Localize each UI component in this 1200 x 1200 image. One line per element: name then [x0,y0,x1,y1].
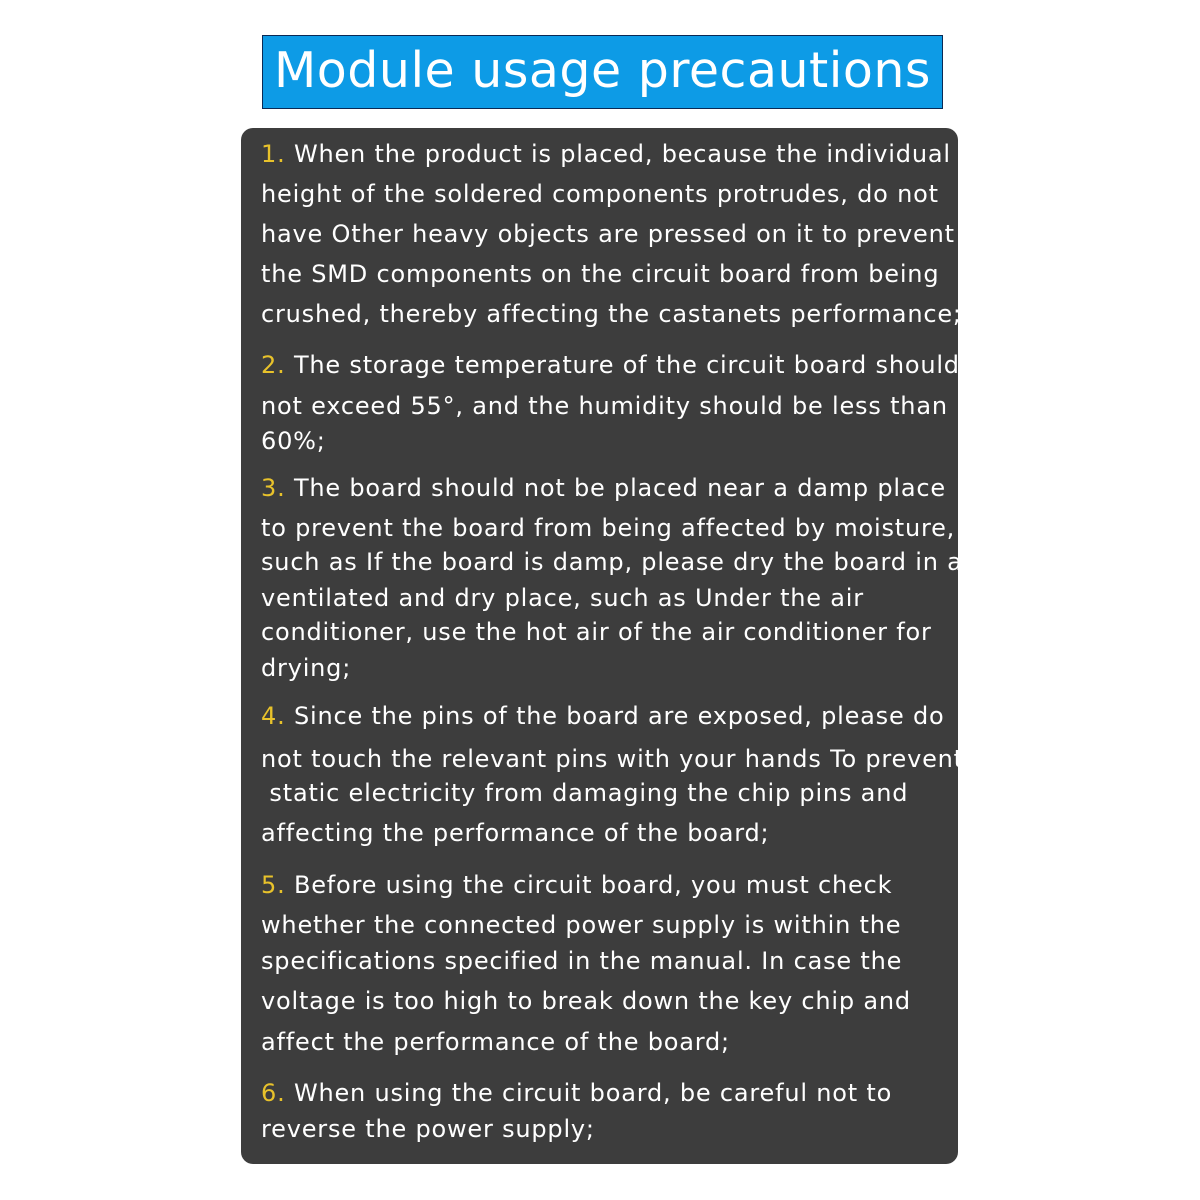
item-4-text-1: Since the pins of the board are exposed, please do [293,702,945,730]
item-2-line-2: not exceed 55°, and the humidity should be less than [261,392,948,420]
item-6-number: 6. [261,1079,286,1107]
item-4-line-4: affecting the performance of the board; [261,819,770,847]
item-1-line-2: height of the soldered components protrudes, do not [261,180,939,208]
item-5-line-2: whether the connected power supply is within the [261,911,902,939]
item-6-line-1 [261,1081,892,1105]
item-3-line-6: drying; [261,654,352,682]
item-5-line-3: specifications specified in the manual. In case the [261,947,903,975]
item-5-number: 5. [261,871,286,899]
item-2-number: 2. [261,351,286,379]
item-1-line-5: crushed, thereby affecting the castanets performance; [261,300,962,328]
item-5-line-5: affect the performance of the board; [261,1028,730,1056]
item-3-line-4: ventilated and dry place, such as Under the air [261,584,864,612]
item-2-line-1 [261,353,960,377]
item-5-line-1 [261,873,892,897]
title-banner [262,35,943,109]
item-1-text-1: When the product is placed, because the individual [293,140,951,168]
item-5-line-4: voltage is too high to break down the key chip and [261,987,911,1015]
item-3-text-1: The board should not be placed near a damp place [293,474,946,502]
item-4-number: 4. [261,702,286,730]
item-3-line-2: to prevent the board from being affected by moisture, [261,514,956,542]
item-3-line-5: conditioner, use the hot air of the air conditioner for [261,618,932,646]
item-6-line-2: reverse the power supply; [261,1115,595,1143]
item-1-line-1 [261,142,951,166]
item-2-line-3: 60%; [261,427,326,455]
item-3-line-3: such as If the board is damp, please dry the board in a [261,548,963,576]
item-4-line-2: not touch the relevant pins with your hands To prevent [261,745,964,773]
item-2-text-1: The storage temperature of the circuit board should [293,351,960,379]
item-4-line-1 [261,704,944,728]
item-3-number: 3. [261,474,286,502]
item-6-text-1: When using the circuit board, be careful not to [293,1079,893,1107]
item-1-line-3: have Other heavy objects are pressed on it to prevent [261,220,955,248]
page-title: Module usage precautions [274,41,931,99]
item-4-line-3: static electricity from damaging the chip pins and [261,779,909,807]
item-3-line-1 [261,476,946,500]
item-1-number: 1. [261,140,286,168]
item-1-line-4: the SMD components on the circuit board from being [261,260,940,288]
item-5-text-1: Before using the circuit board, you must check [293,871,893,899]
